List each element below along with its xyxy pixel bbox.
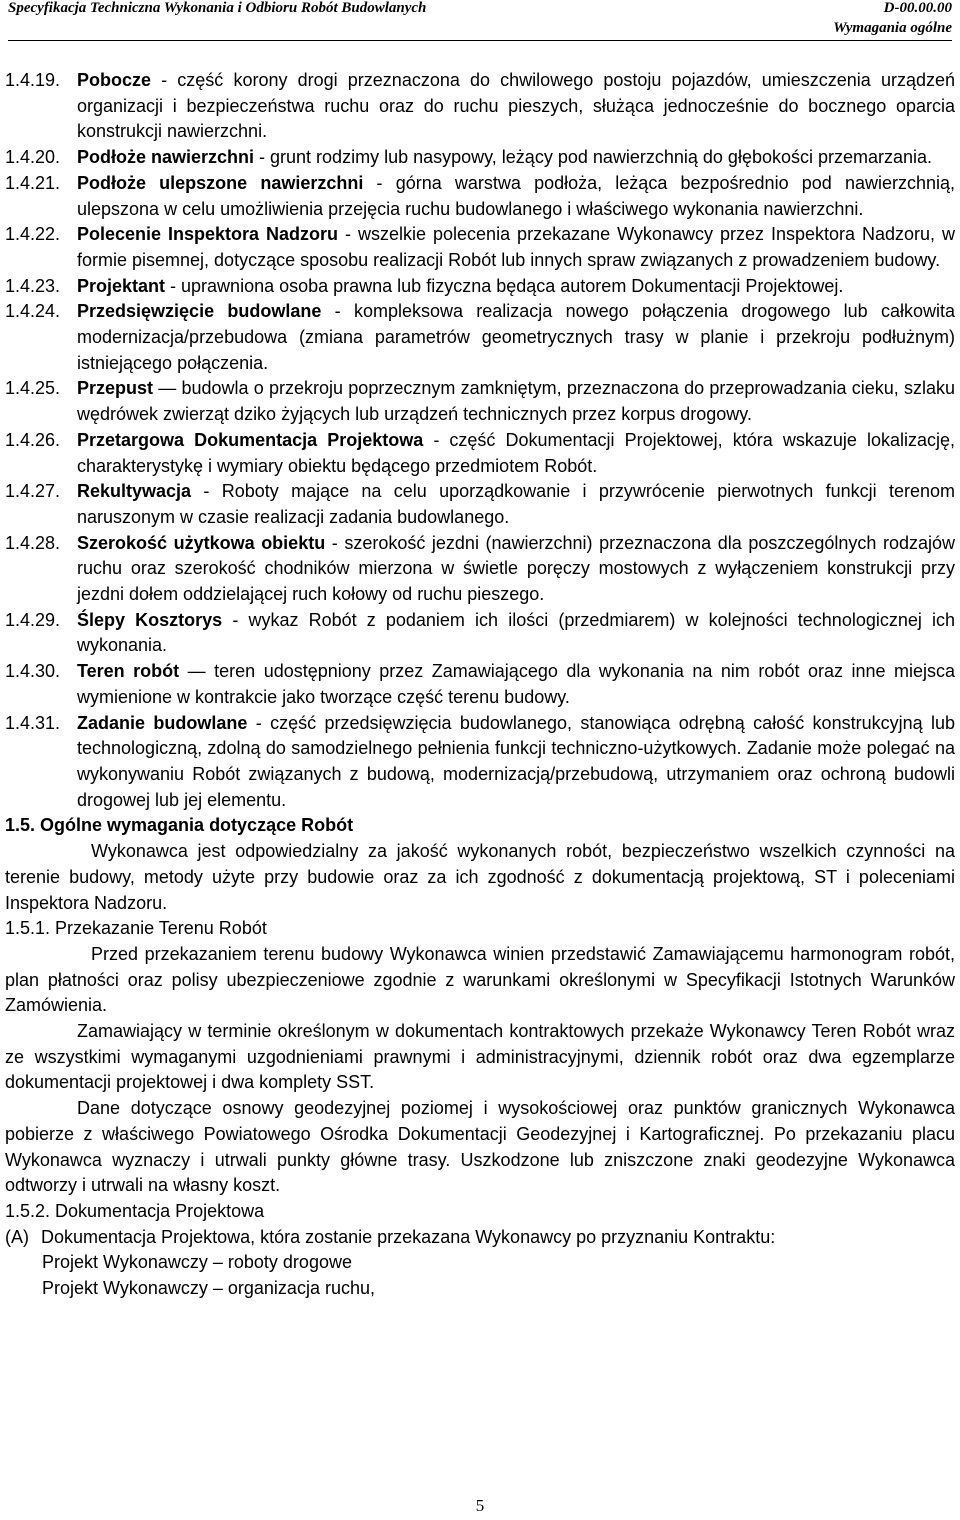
sub-item: Projekt Wykonawczy – roboty drogowe: [42, 1252, 352, 1273]
definition-text: [77, 299, 955, 376]
definition-term: Szerokość użytkowa obiektu: [77, 532, 326, 553]
section-1-5-heading: 1.5. Ogólne wymagania dotyczące Robót: [5, 815, 354, 836]
definition-term: Rekultywacja: [77, 481, 192, 502]
definition-item: [5, 299, 955, 376]
list-item-label: (A): [5, 1226, 29, 1247]
definitions-list: [5, 68, 955, 813]
definition-term: Projektant: [77, 275, 166, 296]
definition-text: [77, 274, 955, 300]
definition-number: 1.4.22.: [5, 224, 61, 245]
definition-number: 1.4.26.: [5, 429, 61, 450]
definition-text: [77, 711, 955, 814]
paragraph: Przed przekazaniem terenu budowy Wykonawca winien przedstawić Zamawiającemu harmonogram robót, plan płatności oraz polisy ubezpieczeniowe zgodnie z warunkami określonymi w Specyfikacji Istotnych Warunków Zamówienia.: [5, 943, 955, 1016]
definition-number: 1.4.19.: [5, 70, 61, 90]
definition-item: [5, 274, 955, 300]
definition-term: Przedsięwzięcie budowlane: [77, 301, 322, 322]
definition-term: Teren robót: [77, 661, 180, 682]
definition-number: 1.4.25.: [5, 378, 61, 399]
section-1-5-1-heading: 1.5.1. Przekazanie Terenu Robót: [5, 918, 267, 939]
definition-number: 1.4.21.: [5, 172, 61, 193]
definition-item: [5, 659, 955, 710]
sub-item: Projekt Wykonawczy – organizacja ruchu,: [42, 1278, 375, 1299]
definition-term: Podłoże nawierzchni: [77, 147, 255, 168]
definition-body: - uprawniona osoba prawna lub fizyczna będąca autorem Dokumentacji Projektowej.: [165, 275, 844, 296]
page-number: 5: [475, 1496, 485, 1515]
definition-text: [77, 608, 955, 659]
section-1-5-intro: Wykonawca jest odpowiedzialny za jakość wykonanych robót, bezpieczeństwo wszelkich czynności na terenie budowy, metody użyte przy budowie oraz za ich zgodność z dokumentacją projektową, ST i poleceniami Inspektora Nadzoru.: [5, 841, 955, 913]
definition-body: — teren udostępniony przez Zamawiającego dla wykonania na nim robót oraz inne miejsca wymienione w kontrakcie jako tworzące część terenu budowy.: [77, 661, 956, 707]
page-header: [8, 0, 952, 44]
definition-item: [5, 531, 955, 608]
definition-text: [77, 145, 955, 171]
definition-body: - grunt rodzimy lub nasypowy, leżący pod nawierzchnią do głębokości przemarzania.: [254, 147, 933, 168]
definition-text: [77, 171, 955, 222]
paragraph: Zamawiający w terminie określonym w dokumentach kontraktowych przekaże Wykonawcy Teren Robót wraz ze wszystkimi wymaganymi uzgodnieniami prawnymi i administracyjnymi, dziennik robót oraz dwa egzemplarze dokumentacji projektowej i dwa komplety SST.: [5, 1021, 955, 1093]
section-name: Wymagania ogólne: [833, 20, 952, 36]
definition-text: [77, 68, 955, 145]
document-body: [5, 68, 955, 1302]
definition-number: 1.4.30.: [5, 661, 61, 682]
definition-body: - część Dokumentacji Projektowej, która wskazuje lokalizację, charakterystykę i wymiary obiektu będącego przedmiotem Robót.: [77, 429, 955, 476]
definition-text: [77, 376, 955, 427]
definition-body: - wszelkie polecenia przekazane Wykonawcy przez Inspektora Nadzoru, w formie pisemnej, dotyczące sposobu realizacji Robót lub innych spraw związanych z prowadzeniem budowy.: [77, 224, 955, 270]
definition-item: [5, 608, 955, 659]
definition-number: 1.4.24.: [5, 301, 61, 322]
definition-number: 1.4.31.: [5, 712, 61, 733]
definition-item: [5, 171, 955, 222]
definition-number: 1.4.27.: [5, 481, 61, 502]
definition-number: 1.4.23.: [5, 275, 61, 296]
definition-number: 1.4.29.: [5, 609, 61, 630]
definition-item: [5, 376, 955, 427]
definition-text: [77, 531, 955, 608]
definition-body: - część przedsięwzięcia budowlanego, stanowiąca odrębną całość konstrukcyjną lub technologiczną, zdolną do samodzielnego pełnienia funkcji techniczno-użytkowych. Zadanie może polegać na wykonywaniu Robót związanych z budową, modernizacją/przebudową, utrzymaniem oraz ochroną budowli drogowej lub jej elementu.: [77, 712, 955, 810]
definition-term: Polecenie Inspektora Nadzoru: [77, 224, 339, 245]
definition-text: [77, 222, 955, 273]
document-title: Specyfikacja Techniczna Wykonania i Odbioru Robót Budowlanych: [8, 0, 427, 16]
definition-body: - górna warstwa podłoża, leżąca bezpośrednio pod nawierzchnią, ulepszona w celu umożliwienia przejęcia ruchu budowlanego i właściwego wykonania nawierzchni.: [77, 172, 955, 219]
definition-term: Podłoże ulepszone nawierzchni: [77, 172, 364, 193]
header-rule: [8, 40, 952, 41]
definition-body: - kompleksowa realizacja nowego połączenia drogowego lub całkowita modernizacja/przebudowa (zmiana parametrów geometrycznych trasy w planie i przekroju podłużnym) istniejącego połączenia.: [77, 301, 955, 373]
definition-body: — budowla o przekroju poprzecznym zamkniętym, przeznaczona do przeprowadzania cieku, szlaku wędrówek zwierząt dziko żyjących lub urządzeń technicznych przez korpus drogowy.: [77, 378, 955, 425]
section-1-5-2-heading: 1.5.2. Dokumentacja Projektowa: [5, 1200, 265, 1221]
definition-item: [5, 711, 955, 814]
definition-item: [5, 479, 955, 530]
definition-text: [77, 479, 955, 530]
list-item: [5, 1225, 955, 1251]
definition-body: - szerokość jezdni (nawierzchni) przeznaczona dla poszczególnych rodzajów ruchu oraz szerokość chodników mierzona w świetle poręczy mostowych z wyłączeniem konstrukcji przy jezdni dołem oddzielającej ruch kołowy od ruchu pieszego.: [77, 532, 955, 605]
spec-code: D-00.00.00: [883, 0, 952, 16]
definition-term: Ślepy Kosztorys: [77, 609, 223, 630]
definition-number: 1.4.28.: [5, 532, 61, 553]
definition-text: [77, 659, 955, 710]
list-item-text: Dokumentacja Projektowa, która zostanie przekazana Wykonawcy po przyznaniu Kontraktu:: [41, 1226, 776, 1247]
definition-term: Przepust: [77, 378, 154, 399]
definition-term: Przetargowa Dokumentacja Projektowa: [77, 429, 424, 450]
paragraph: Dane dotyczące osnowy geodezyjnej poziomej i wysokościowej oraz punktów granicznych Wykonawca pobierze z właściwego Powiatowego Ośrodka Dokumentacji Geodezyjnej i Kartograficznej. Po przekazaniu placu Wykonawca wyznaczy i utrwali punkty główne trasy. Uszkodzone lub zniszczone znaki geodezyjne Wykonawca odtworzy i utrwali na własny koszt.: [5, 1098, 955, 1196]
definition-number: 1.4.20.: [5, 147, 61, 168]
definition-item: [5, 68, 955, 145]
definition-item: [5, 428, 955, 479]
definition-body: - część korony drogi przeznaczona do chwilowego postoju pojazdów, umieszczenia urządzeń organizacji i bezpieczeństwa ruchu oraz do ruchu pieszych, służąca jednocześnie do bocznego oparcia konstrukcji nawierzchni.: [77, 70, 955, 142]
definition-body: - wykaz Robót z podaniem ich ilości (przedmiarem) w kolejności technologicznej ich wykonania.: [77, 609, 956, 656]
definition-item: [5, 145, 955, 171]
definition-text: [77, 428, 955, 479]
definition-body: - Roboty mające na celu uporządkowanie i przywrócenie pierwotnych funkcji terenom naruszonym w czasie realizacji zadania budowlanego.: [77, 481, 955, 527]
definition-term: Pobocze: [77, 70, 152, 90]
definition-term: Zadanie budowlane: [77, 712, 248, 733]
definition-item: [5, 222, 955, 273]
